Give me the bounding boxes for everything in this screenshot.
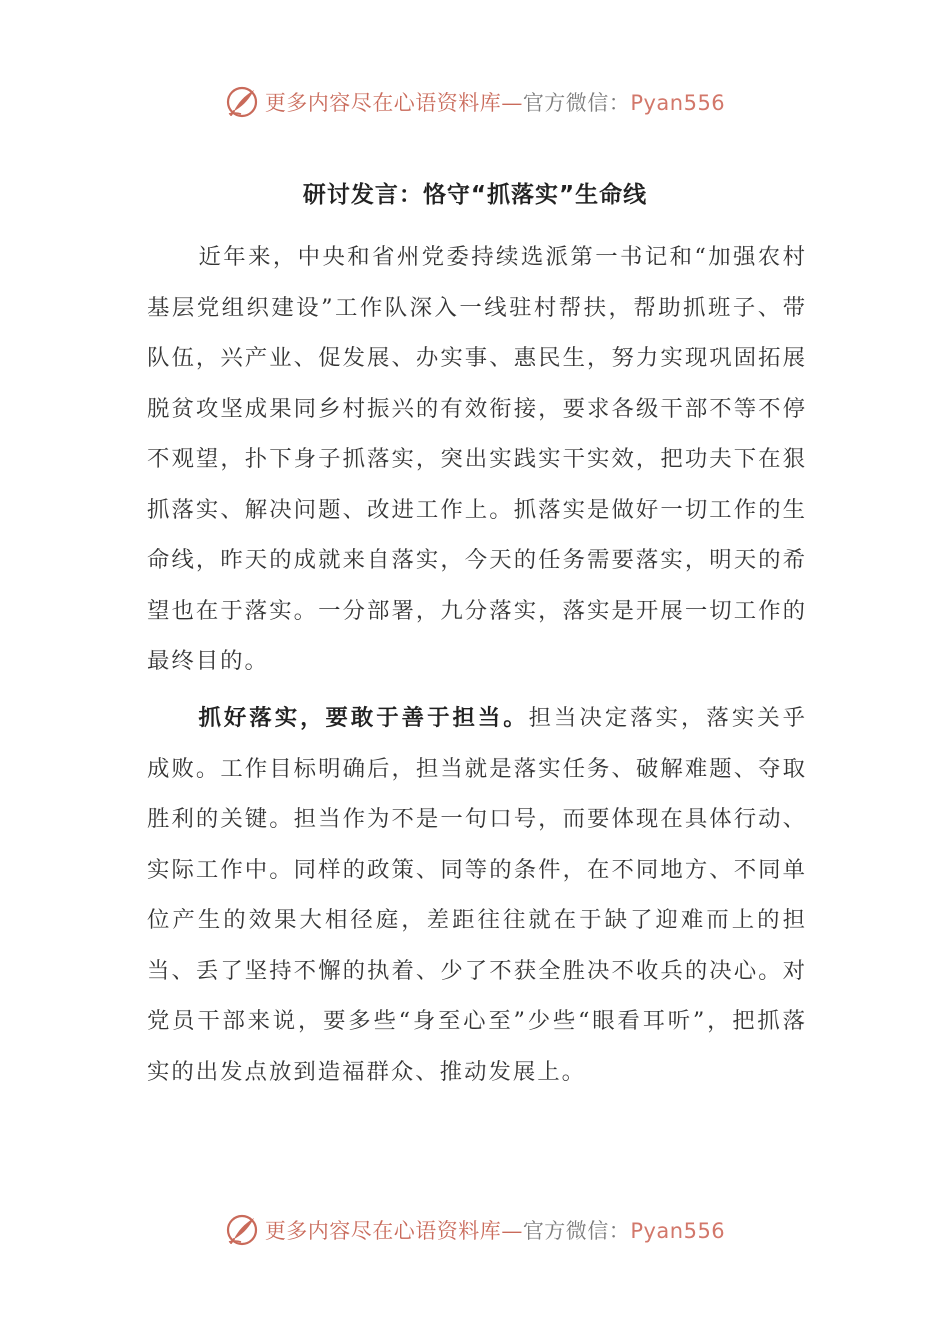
paragraph-2-body: 担当决定落实，落实关乎成败。工作目标明确后，担当就是落实任务、破解难题、夺取胜利的关键。担当作为不是一句口号，而要体现在具体行动、实际工作中。同样的政策、同等的条件，在不同地方、不同单位产生的效果大相径庭，差距往往就在于缺了迎难而上的担当、丢了坚持不懈的执着、少了不获全胜决不收兵的决心。对党员干部来说，要多些“身至心至”少些“眼看耳听”，把抓落实的出发点放到造福群众、推动发展上。 bbox=[147, 705, 808, 1085]
paragraph-1: 近年来，中央和省州党委持续选派第一书记和“加强农村基层党组织建设”工作队深入一线驻村帮扶，帮助抓班子、带队伍，兴产业、促发展、办实事、惠民生，努力实现巩固拓展脱贫攻坚成果同乡村振兴的有效衔接，要求各级干部不等不停不观望，扑下身子抓落实，突出实践实干实效，把功夫下在狠抓落实、解决问题、改进工作上。抓落实是做好一切工作的生命线，昨天的成就来自落实，今天的任务需要落实，明天的希望也在于落实。一分部署，九分落实，落实是开展一切工作的最终目的。 bbox=[147, 244, 807, 674]
header-dash: — bbox=[501, 91, 523, 115]
document-title: 研讨发言：恪守“抓落实”生命线 bbox=[302, 182, 648, 208]
footer-banner bbox=[0, 1210, 950, 1250]
header-banner bbox=[0, 82, 950, 122]
header-wechat-id: Pyan556 bbox=[630, 91, 726, 115]
footer-wechat-label: 官方微信： bbox=[522, 1219, 631, 1243]
header-cn-text: 更多内容尽在心语资料库 bbox=[264, 91, 502, 115]
footer-wechat-id: Pyan556 bbox=[630, 1219, 726, 1243]
paragraph-2 bbox=[147, 693, 807, 1097]
header-wechat-label: 官方微信： bbox=[522, 91, 631, 115]
header-text bbox=[265, 87, 725, 117]
paragraph-2-lead: 抓好落实，要敢于善于担当。 bbox=[198, 705, 529, 731]
footer-text bbox=[265, 1215, 725, 1245]
quill-pen-icon bbox=[225, 85, 259, 119]
footer-dash: — bbox=[501, 1219, 523, 1243]
footer-cn-text: 更多内容尽在心语资料库 bbox=[264, 1219, 502, 1243]
quill-pen-icon bbox=[225, 1213, 259, 1247]
